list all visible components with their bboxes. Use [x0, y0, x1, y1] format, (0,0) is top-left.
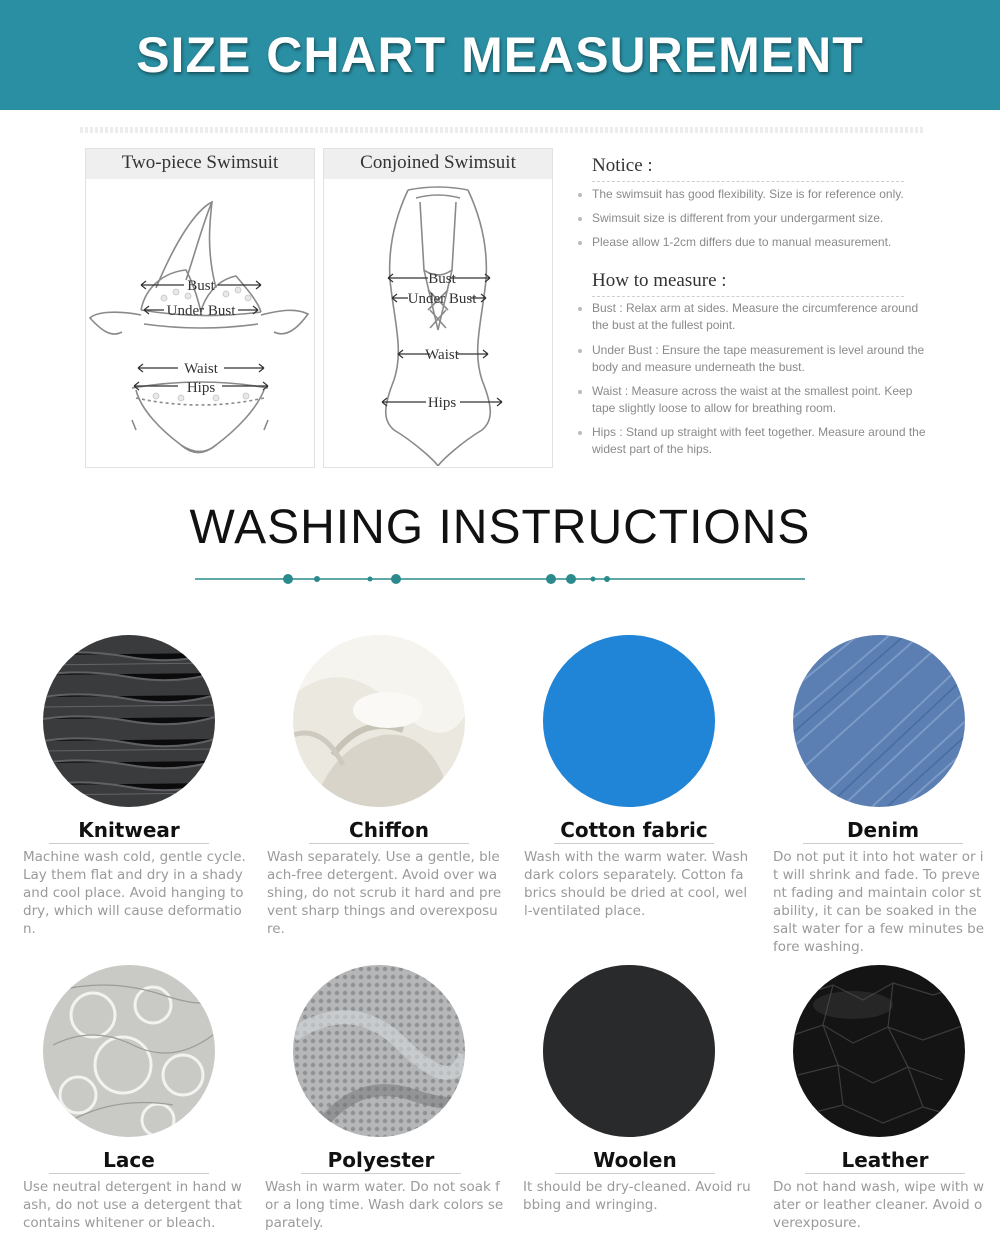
page-title: SIZE CHART MEASUREMENT: [136, 27, 864, 83]
fabric-name-underline: [805, 1173, 965, 1174]
bullet-icon: [578, 431, 582, 435]
knitwear-swatch: [43, 635, 215, 807]
woolen-swatch: [543, 965, 715, 1137]
leather-swatch: [793, 965, 965, 1137]
two-piece-swimsuit-illustration: [86, 180, 314, 466]
conjoined-under-bust-label: Under Bust: [407, 291, 477, 307]
two-piece-title: Two-piece Swimsuit: [86, 149, 314, 179]
notice-title: Notice :: [592, 155, 653, 176]
bullet-icon: [578, 217, 582, 221]
fabric-name: Cotton fabric: [560, 818, 708, 842]
fabric-name-underline: [555, 1173, 715, 1174]
fabric-name: Lace: [103, 1148, 155, 1172]
bullet-icon: [578, 307, 582, 311]
fabric-name-underline: [301, 1173, 461, 1174]
chiffon-swatch: [293, 635, 465, 807]
notice-item: The swimsuit has good flexibility. Size is for reference only.: [578, 186, 937, 203]
denim-swatch: [793, 635, 965, 807]
two-piece-waist-label: Waist: [184, 361, 218, 377]
conjoined-waist-label: Waist: [425, 347, 459, 363]
two-piece-under-bust-label: Under Bust: [166, 303, 236, 319]
bullet-icon: [578, 349, 582, 353]
fabric-description: Use neutral detergent in hand wash, do not use a detergent that contains whitener or bleach.: [23, 1179, 242, 1231]
fabric-name: Denim: [846, 818, 920, 842]
two-piece-bust-label: Bust: [187, 278, 215, 294]
fabric-name-underline: [309, 843, 469, 844]
fabric-name: Polyester: [327, 1148, 435, 1172]
fabric-name: Leather: [841, 1148, 929, 1172]
conjoined-hips-label: Hips: [427, 395, 457, 411]
notice-item: Swimsuit size is different from your undergarment size.: [578, 210, 937, 227]
decorative-divider: [195, 568, 805, 590]
measure-item: Bust : Relax arm at sides. Measure the circumference around the bust at the fullest point.: [578, 300, 937, 334]
measure-item: Waist : Measure across the waist at the smallest point. Keep tape slightly loose to allow for breathing room.: [578, 383, 937, 417]
how-to-measure-rule: [592, 296, 904, 297]
fabric-name-underline: [49, 843, 209, 844]
lace-swatch: [43, 965, 215, 1137]
measure-item: Under Bust : Ensure the tape measurement is level around the body and measure underneath the bust.: [578, 342, 937, 376]
conjoined-title: Conjoined Swimsuit: [324, 149, 552, 179]
faint-divider: [80, 127, 925, 133]
how-to-measure-title: How to measure :: [592, 270, 727, 291]
fabric-name: Knitwear: [78, 818, 180, 842]
fabric-description: Wash with the warm water. Wash dark colors separately. Cotton fabrics should be dried at cool, well-ventilated place.: [524, 849, 749, 919]
conjoined-bust-label: Bust: [428, 271, 456, 287]
header-banner: [0, 0, 1000, 110]
bullet-icon: [578, 193, 582, 197]
conjoined-swimsuit-panel: [323, 148, 553, 468]
fabric-description: Wash in warm water. Do not soak for a long time. Wash dark colors separately.: [265, 1179, 504, 1231]
washing-title: WASHING INSTRUCTIONS: [189, 501, 811, 554]
fabric-description: Do not hand wash, wipe with water or leather cleaner. Avoid overexposure.: [773, 1179, 985, 1231]
fabric-description: Machine wash cold, gentle cycle. Lay them flat and dry in a shady and cool place. Avoid hanging to dry, which will cause deformation.: [23, 849, 246, 937]
measure-item: Hips : Stand up straight with feet together. Measure around the widest part of the hips.: [578, 424, 937, 458]
notice-item: Please allow 1-2cm differs due to manual measurement.: [578, 234, 937, 251]
two-piece-swimsuit-panel: [85, 148, 315, 468]
fabric-description: Wash separately. Use a gentle, bleach-free detergent. Avoid over washing, do not scrub it hard and prevent sharp things and overexposure.: [267, 849, 502, 937]
conjoined-swimsuit-illustration: [324, 180, 552, 466]
two-piece-hips-label: Hips: [186, 380, 216, 396]
fabric-name-underline: [803, 843, 963, 844]
fabric-name: Woolen: [593, 1148, 677, 1172]
fabric-name-underline: [554, 843, 714, 844]
polyester-swatch: [293, 965, 465, 1137]
fabric-name: Chiffon: [349, 818, 429, 842]
cotton-swatch: [543, 635, 715, 807]
fabric-description: It should be dry-cleaned. Avoid rubbing and wringing.: [523, 1179, 751, 1213]
fabric-name-underline: [49, 1173, 209, 1174]
notice-rule: [592, 181, 904, 182]
fabric-description: Do not put it into hot water or it will shrink and fade. To prevent fading and maintain color stability, it can be soaked in the salt water for a few minutes before washing.: [773, 849, 985, 955]
bullet-icon: [578, 390, 582, 394]
bullet-icon: [578, 241, 582, 245]
